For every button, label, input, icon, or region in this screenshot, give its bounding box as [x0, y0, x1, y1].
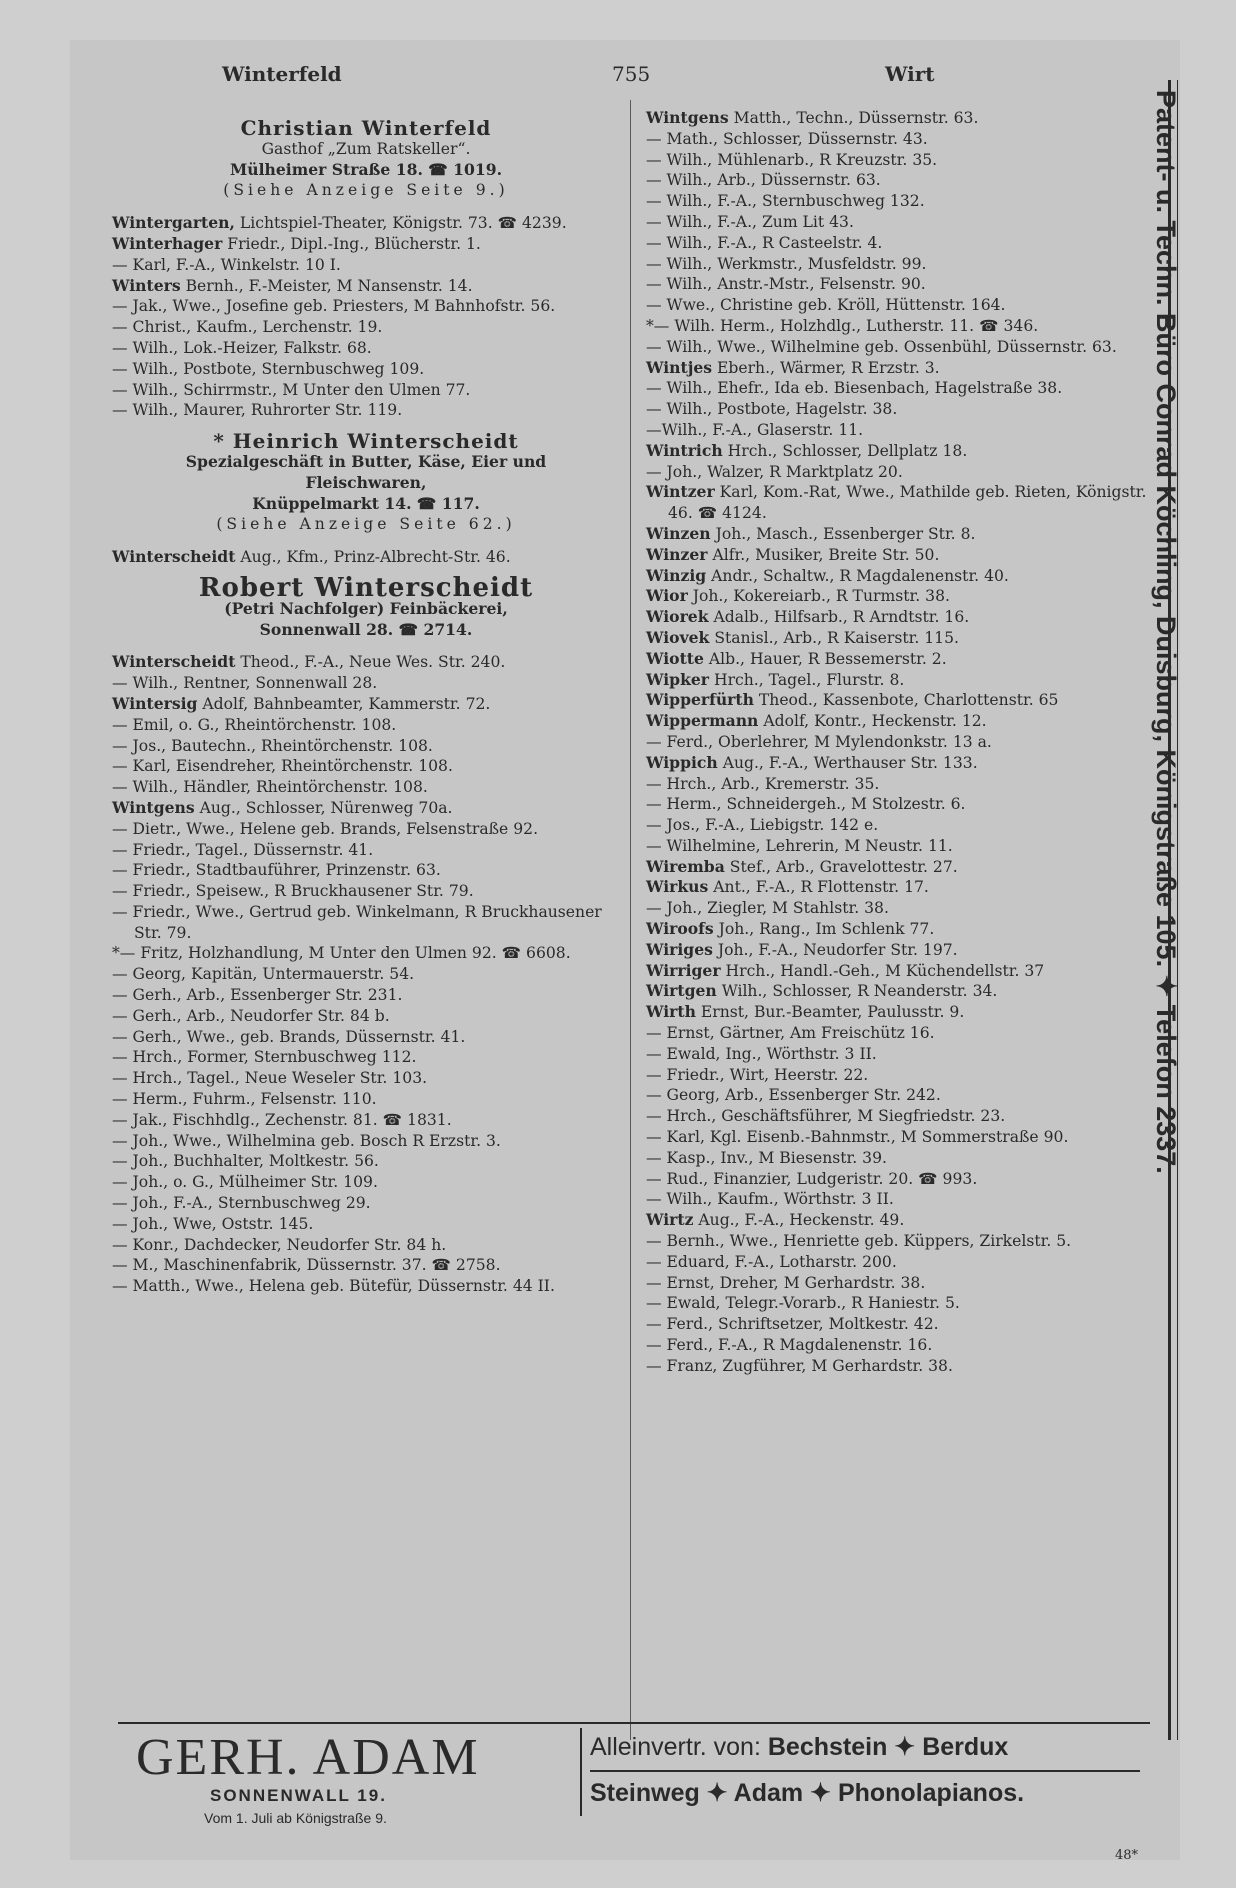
entry-text: Hrch., Schlosser, Dellplatz 18. — [722, 441, 968, 460]
entry-text: — Hrch., Former, Sternbuschweg 112. — [112, 1048, 417, 1067]
footer-brands-line-2: Steinweg ✦ Adam ✦ Phonolapianos. — [590, 1779, 1025, 1807]
entry-surname: Wirth — [646, 1002, 696, 1022]
entry-text: — Matth., Wwe., Helena geb. Bütefür, Düssernstr. 44 II. — [112, 1277, 555, 1296]
entry-text: —Wilh., F.-A., Glaserstr. 11. — [646, 420, 864, 439]
directory-entry — [646, 753, 1166, 774]
entry-surname: Winterhager — [112, 233, 223, 253]
header-left: Winterfeld — [222, 62, 342, 86]
directory-entry — [646, 1189, 1166, 1210]
entry-text: Stef., Arb., Gravelottestr. 27. — [724, 857, 958, 876]
entry-text: — Wilh., Lok.-Heizer, Falkstr. 68. — [112, 338, 372, 357]
ad-line: Sonnenwall 28. ☎ 2714. — [259, 619, 473, 639]
entry-list — [112, 547, 620, 568]
directory-entry — [646, 337, 1166, 358]
entry-surname: Wipperfürth — [646, 690, 754, 710]
entry-text: Stanisl., Arb., R Kaiserstr. 115. — [709, 628, 959, 647]
entry-text: — Wilhelmine, Lehrerin, M Neustr. 11. — [646, 836, 953, 855]
entry-text: — Georg, Kapitän, Untermauerstr. 54. — [112, 965, 415, 984]
entry-text: — Ewald, Ing., Wörthstr. 3 II. — [646, 1044, 877, 1063]
directory-entry — [112, 1110, 620, 1131]
entry-surname: Wirtgen — [646, 981, 717, 1001]
directory-entry — [646, 108, 1166, 129]
entry-surname: Wipker — [646, 669, 710, 689]
directory-entry — [112, 860, 620, 881]
directory-entry — [112, 547, 620, 568]
directory-entry — [646, 295, 1166, 316]
directory-entry — [646, 358, 1166, 379]
ad-title: * Heinrich Winterscheidt — [213, 429, 519, 454]
directory-entry — [112, 673, 620, 694]
directory-entry — [646, 191, 1166, 212]
directory-entry — [646, 586, 1166, 607]
directory-entry — [646, 545, 1166, 566]
entry-text: — M., Maschinenfabrik, Düssernstr. 37. ☎ 2758. — [112, 1256, 501, 1275]
directory-entry — [646, 836, 1166, 857]
entry-surname: Wintjes — [646, 357, 713, 377]
directory-entry — [646, 1335, 1166, 1356]
directory-entry — [112, 317, 620, 338]
entry-text: — Wilh., Kaufm., Wörthstr. 3 II. — [646, 1190, 894, 1209]
entry-text: — Friedr., Stadtbauführer, Prinzenstr. 63. — [112, 861, 441, 880]
directory-entry — [112, 1068, 620, 1089]
directory-entry — [112, 255, 620, 276]
entry-text: — Wilh., Arb., Düssernstr. 63. — [646, 171, 881, 190]
ad-line: (Siehe Anzeige Seite 62.) — [216, 515, 516, 534]
entry-surname: Wiroofs — [646, 919, 714, 939]
page-number: 755 — [612, 62, 651, 86]
entry-text: — Gerh., Wwe., geb. Brands, Düssernstr. 41. — [112, 1027, 466, 1046]
directory-entry — [112, 1276, 620, 1297]
entry-text: — Gerh., Arb., Essenberger Str. 231. — [112, 986, 403, 1005]
directory-entry — [646, 524, 1166, 545]
footer-brands-prefix: Alleinvertr. von: — [590, 1733, 761, 1761]
entry-text: Matth., Techn., Düssernstr. 63. — [728, 109, 979, 127]
entry-text: — Ferd., Schriftsetzer, Moltkestr. 42. — [646, 1315, 939, 1334]
footer-divider — [580, 1728, 582, 1816]
ad-line: Mülheimer Straße 18. ☎ 1019. — [230, 159, 502, 179]
entry-text: — Hrch., Geschäftsführer, M Siegfriedstr. 23. — [646, 1107, 1006, 1126]
entry-text: — Friedr., Wwe., Gertrud geb. Winkelmann, R Bruckhausener Str. 79. — [112, 902, 602, 942]
directory-entry — [646, 1002, 1166, 1023]
entry-text: — Franz, Zugführer, M Gerhardstr. 38. — [646, 1356, 953, 1375]
entry-text: Hrch., Tagel., Flurstr. 8. — [709, 670, 905, 689]
entry-surname: Wintrich — [646, 440, 723, 460]
directory-entry — [112, 902, 620, 944]
left-column — [112, 108, 620, 1297]
directory-entry — [112, 213, 620, 234]
directory-entry — [646, 566, 1166, 587]
entry-text: — Georg, Arb., Essenberger Str. 242. — [646, 1086, 941, 1105]
entry-text: — Wilh., F.-A., Zum Lit 43. — [646, 212, 854, 231]
directory-entry — [646, 628, 1166, 649]
directory-entry — [112, 756, 620, 777]
entry-surname: Wintersig — [112, 693, 198, 713]
entry-surname: Wiorek — [646, 607, 709, 627]
entry-text: — Joh., F.-A., Sternbuschweg 29. — [112, 1194, 371, 1213]
entry-text: Karl, Kom.-Rat, Wwe., Mathilde geb. Rieten, Königstr. 46. ☎ 4124. — [668, 483, 1147, 523]
entry-surname: Wirkus — [646, 877, 709, 897]
side-ad-text: Patent- u. Techn. Büro Conrad Köchling, Duisburg, Königstraße 105. ✦ Telefon 2337. — [1151, 90, 1181, 1174]
directory-entry — [112, 1006, 620, 1027]
ad-heinrich-winterscheidt — [112, 431, 620, 535]
entry-text: — Wilh., Postbote, Hagelstr. 38. — [646, 400, 898, 419]
directory-entry — [646, 1231, 1166, 1252]
directory-entry — [112, 400, 620, 421]
entry-text: — Wilh., Anstr.-Mstr., Felsenstr. 90. — [646, 275, 926, 294]
entry-text: — Ferd., Oberlehrer, M Mylendonkstr. 13 a. — [646, 732, 992, 751]
entry-surname: Winterscheidt — [112, 652, 236, 672]
entry-text: — Herm., Schneidergeh., M Stolzestr. 6. — [646, 795, 966, 814]
ad-title: Robert Winterscheidt — [198, 572, 534, 603]
entry-text: — Wilh., Postbote, Sternbuschweg 109. — [112, 359, 425, 378]
entry-text: Wilh., Schlosser, R Neanderstr. 34. — [716, 982, 998, 1001]
entry-text: — Eduard, F.-A., Lotharstr. 200. — [646, 1252, 897, 1271]
directory-entry — [646, 1065, 1166, 1086]
entry-surname: Wirriger — [646, 960, 721, 980]
entry-surname: Wiriges — [646, 939, 713, 959]
footer-ad — [118, 1722, 1150, 1824]
directory-entry — [112, 881, 620, 902]
entry-text: Aug., F.-A., Werthauser Str. 133. — [717, 753, 978, 772]
directory-entry — [646, 607, 1166, 628]
directory-entry — [646, 1252, 1166, 1273]
entry-surname: Winterscheidt — [112, 547, 236, 567]
directory-entry — [112, 1027, 620, 1048]
entry-list — [112, 652, 620, 1297]
ad-line: Gasthof „Zum Ratskeller“. — [261, 139, 471, 158]
directory-entry — [646, 1293, 1166, 1314]
entry-surname: Winzig — [646, 565, 707, 585]
entry-surname: Wiotte — [646, 648, 704, 668]
entry-surname: Wintgens — [112, 797, 195, 817]
entry-text: — Ernst, Gärtner, Am Freischütz 16. — [646, 1024, 935, 1043]
entry-text: — Karl, F.-A., Winkelstr. 10 I. — [112, 255, 341, 274]
entry-text: — Joh., Wwe., Wilhelmina geb. Bosch R Erzstr. 3. — [112, 1131, 501, 1150]
entry-text: Lichtspiel-Theater, Königstr. 73. ☎ 4239. — [234, 214, 567, 233]
directory-entry — [646, 732, 1166, 753]
entry-text: — Bernh., Wwe., Henriette geb. Küppers, Zirkelstr. 5. — [646, 1232, 1072, 1251]
entry-surname: Wippermann — [646, 711, 759, 731]
entry-text: — Christ., Kaufm., Lerchenstr. 19. — [112, 318, 383, 337]
directory-entry — [646, 670, 1166, 691]
footer-brands: Bechstein ✦ Berdux — [767, 1733, 1009, 1761]
entry-text: Bernh., F.-Meister, M Nansenstr. 14. — [180, 276, 473, 295]
directory-entry — [112, 798, 620, 819]
entry-text: — Wilh., Schirrmstr., M Unter den Ulmen 77. — [112, 380, 471, 399]
entry-text: — Hrch., Tagel., Neue Weseler Str. 103. — [112, 1069, 428, 1088]
directory-entry — [112, 840, 620, 861]
entry-text: — Friedr., Tagel., Düssernstr. 41. — [112, 840, 374, 859]
directory-entry — [646, 274, 1166, 295]
directory-entry — [646, 1273, 1166, 1294]
directory-entry — [646, 129, 1166, 150]
entry-text: — Friedr., Speisew., R Bruckhausener Str. 79. — [112, 882, 474, 901]
entry-text: — Jak., Fischhdlg., Zechenstr. 81. ☎ 1831. — [112, 1110, 452, 1129]
directory-entry — [646, 1127, 1166, 1148]
directory-entry — [646, 1148, 1166, 1169]
footer-company-name: GERH. ADAM — [136, 1729, 480, 1786]
directory-entry — [646, 690, 1166, 711]
directory-entry — [646, 774, 1166, 795]
entry-text: Eberh., Wärmer, R Erzstr. 3. — [712, 358, 940, 377]
entry-text: Aug., Schlosser, Nürenweg 70a. — [194, 798, 453, 817]
directory-entry — [646, 1210, 1166, 1231]
directory-entry — [646, 898, 1166, 919]
directory-entry — [646, 482, 1166, 524]
entry-surname: Wintergarten, — [112, 213, 235, 233]
directory-entry — [112, 819, 620, 840]
entry-text: Joh., Kokereiarb., R Turmstr. 38. — [687, 587, 950, 606]
footer-brands-line — [590, 1732, 1008, 1762]
directory-entry — [112, 380, 620, 401]
directory-entry — [112, 1235, 620, 1256]
directory-entry — [646, 815, 1166, 836]
directory-entry — [646, 857, 1166, 878]
entry-text: — Rud., Finanzier, Ludgeristr. 20. ☎ 993. — [646, 1169, 978, 1188]
column-divider — [630, 100, 631, 1740]
directory-entry — [646, 254, 1166, 275]
ad-line: Spezialgeschäft in Butter, Käse, Eier und — [185, 451, 547, 471]
entry-text: — Karl, Kgl. Eisenb.-Bahnmstr., M Sommerstraße 90. — [646, 1128, 1069, 1147]
entry-text: — Emil, o. G., Rheintörchenstr. 108. — [112, 715, 397, 734]
directory-entry — [112, 1047, 620, 1068]
directory-entry — [112, 1131, 620, 1152]
directory-entry — [112, 694, 620, 715]
entry-text: — Wilh., F.-A., R Casteelstr. 4. — [646, 233, 883, 252]
directory-entry — [112, 736, 620, 757]
ad-line: (Petri Nachfolger) Feinbäckerei, — [224, 598, 508, 618]
footer-note: Vom 1. Juli ab Königstraße 9. — [204, 1810, 387, 1826]
directory-entry — [112, 276, 620, 297]
entry-text: — Jak., Wwe., Josefine geb. Priesters, M Bahnhofstr. 56. — [112, 297, 556, 316]
entry-list — [112, 213, 620, 421]
entry-text: Joh., F.-A., Neudorfer Str. 197. — [712, 940, 958, 959]
directory-entry — [112, 964, 620, 985]
directory-entry — [112, 338, 620, 359]
directory-entry — [112, 652, 620, 673]
entry-text: — Joh., o. G., Mülheimer Str. 109. — [112, 1173, 378, 1192]
entry-text: — Joh., Buchhalter, Moltkestr. 56. — [112, 1152, 379, 1171]
entry-text: Joh., Rang., Im Schlenk 77. — [713, 920, 935, 939]
ad-robert-winterscheidt — [112, 572, 620, 640]
entry-text: Aug., Kfm., Prinz-Albrecht-Str. 46. — [235, 548, 511, 567]
entry-surname: Wintgens — [646, 108, 729, 127]
entry-text: Alb., Hauer, R Bessemerstr. 2. — [703, 649, 947, 668]
entry-text: — Karl, Eisendreher, Rheintörchenstr. 108. — [112, 757, 453, 776]
directory-entry — [646, 420, 1166, 441]
directory-entry — [646, 961, 1166, 982]
signature-mark: 48* — [1115, 1848, 1139, 1863]
entry-text: — Gerh., Arb., Neudorfer Str. 84 b. — [112, 1006, 390, 1025]
directory-entry — [112, 359, 620, 380]
directory-entry — [646, 316, 1166, 337]
entry-surname: Winzen — [646, 523, 711, 543]
directory-entry — [646, 711, 1166, 732]
directory-entry — [646, 649, 1166, 670]
footer-address: SONNENWALL 19. — [210, 1786, 387, 1805]
entry-text: Theod., Kassenbote, Charlottenstr. 65 — [753, 691, 1059, 710]
entry-text: — Jos., F.-A., Liebigstr. 142 e. — [646, 816, 879, 835]
directory-entry — [646, 150, 1166, 171]
ad-christian-winterfeld — [112, 118, 620, 201]
entry-text: — Hrch., Arb., Kremerstr. 35. — [646, 774, 880, 793]
directory-entry — [646, 399, 1166, 420]
entry-text: — Ernst, Dreher, M Gerhardstr. 38. — [646, 1273, 926, 1292]
entry-text: — Wilh., Werkmstr., Musfeldstr. 99. — [646, 254, 927, 273]
entry-text: *— Wilh. Herm., Holzhdlg., Lutherstr. 11. ☎ 346. — [646, 316, 1039, 335]
entry-text: — Ferd., F.-A., R Magdalenenstr. 16. — [646, 1336, 933, 1355]
entry-text: *— Fritz, Holzhandlung, M Unter den Ulmen 92. ☎ 6608. — [112, 944, 571, 963]
directory-entry — [646, 1023, 1166, 1044]
directory-entry — [646, 441, 1166, 462]
entry-list — [646, 108, 1166, 1377]
entry-text: — Friedr., Wirt, Heerstr. 22. — [646, 1065, 869, 1084]
directory-entry — [646, 940, 1166, 961]
entry-text: — Herm., Fuhrm., Felsenstr. 110. — [112, 1090, 377, 1109]
footer-rule — [590, 1770, 1140, 1772]
entry-text: — Joh., Ziegler, M Stahlstr. 38. — [646, 899, 889, 918]
directory-entry — [112, 943, 620, 964]
directory-entry — [112, 985, 620, 1006]
entry-surname: Wirtz — [646, 1210, 694, 1230]
directory-entry — [112, 1255, 620, 1276]
entry-text: Alfr., Musiker, Breite Str. 50. — [707, 545, 940, 564]
entry-text: — Ewald, Telegr.-Vorarb., R Haniestr. 5. — [646, 1294, 960, 1313]
entry-text: — Joh., Walzer, R Marktplatz 20. — [646, 462, 903, 481]
entry-text: — Wilh., Mühlenarb., R Kreuzstr. 35. — [646, 150, 938, 169]
directory-entry — [646, 877, 1166, 898]
directory-entry — [112, 1089, 620, 1110]
directory-entry — [646, 794, 1166, 815]
directory-entry — [646, 1085, 1166, 1106]
directory-entry — [112, 1214, 620, 1235]
entry-surname: Wior — [646, 586, 688, 606]
directory-entry — [646, 1356, 1166, 1377]
entry-text: Ant., F.-A., R Flottenstr. 17. — [708, 878, 929, 897]
entry-text: — Wilh., Maurer, Ruhrorter Str. 119. — [112, 401, 403, 420]
entry-text: Theod., F.-A., Neue Wes. Str. 240. — [235, 653, 506, 672]
entry-surname: Winters — [112, 275, 181, 295]
ad-line: Fleischwaren, — [305, 472, 427, 492]
entry-surname: Wiovek — [646, 627, 710, 647]
entry-text: — Konr., Dachdecker, Neudorfer Str. 84 h. — [112, 1235, 447, 1254]
directory-entry — [646, 1106, 1166, 1127]
entry-text: Hrch., Handl.-Geh., M Küchendellstr. 37 — [720, 961, 1045, 980]
directory-entry — [646, 919, 1166, 940]
directory-entry — [112, 715, 620, 736]
entry-text: Adolf, Bahnbeamter, Kammerstr. 72. — [197, 694, 491, 713]
entry-text: — Dietr., Wwe., Helene geb. Brands, Felsenstraße 92. — [112, 819, 539, 838]
entry-surname: Winzer — [646, 544, 708, 564]
ad-title: Christian Winterfeld — [240, 116, 492, 140]
entry-text: — Jos., Bautechn., Rheintörchenstr. 108. — [112, 736, 433, 755]
entry-surname: Wintzer — [646, 482, 715, 502]
directory-entry — [646, 212, 1166, 233]
directory-entry — [646, 233, 1166, 254]
entry-text: — Wilh., Rentner, Sonnenwall 28. — [112, 674, 378, 693]
directory-entry — [646, 462, 1166, 483]
header-right: Wirt — [885, 62, 935, 86]
right-column — [646, 108, 1166, 1377]
entry-text: — Kasp., Inv., M Biesenstr. 39. — [646, 1148, 887, 1167]
entry-text: Friedr., Dipl.-Ing., Blücherstr. 1. — [222, 234, 481, 253]
directory-entry — [112, 1151, 620, 1172]
directory-entry — [646, 1314, 1166, 1335]
entry-surname: Wippich — [646, 752, 718, 772]
directory-entry — [112, 296, 620, 317]
entry-text: Ernst, Bur.-Beamter, Paulusstr. 9. — [695, 1003, 965, 1022]
entry-text: Aug., F.-A., Heckenstr. 49. — [693, 1211, 905, 1230]
directory-entry — [112, 1193, 620, 1214]
directory-entry — [646, 981, 1166, 1002]
entry-text: — Wilh., Wwe., Wilhelmine geb. Ossenbühl, Düssernstr. 63. — [646, 337, 1117, 356]
directory-entry — [112, 1172, 620, 1193]
entry-text: — Joh., Wwe, Oststr. 145. — [112, 1214, 314, 1233]
directory-entry — [646, 378, 1166, 399]
ad-line: (Siehe Anzeige Seite 9.) — [223, 181, 509, 200]
entry-text: — Wilh., Händler, Rheintörchenstr. 108. — [112, 778, 428, 797]
directory-entry — [112, 234, 620, 255]
directory-entry — [646, 1044, 1166, 1065]
ad-line: Knüppelmarkt 14. ☎ 117. — [252, 493, 480, 513]
entry-text: — Wwe., Christine geb. Kröll, Hüttenstr. 164. — [646, 296, 1006, 315]
entry-text: Adalb., Hilfsarb., R Arndtstr. 16. — [708, 608, 970, 627]
directory-entry — [112, 777, 620, 798]
entry-text: — Wilh., F.-A., Sternbuschweg 132. — [646, 192, 925, 211]
entry-text: Joh., Masch., Essenberger Str. 8. — [710, 524, 976, 543]
entry-text: Andr., Schaltw., R Magdalenenstr. 40. — [706, 566, 1009, 585]
entry-text: — Wilh., Ehefr., Ida eb. Biesenbach, Hagelstraße 38. — [646, 379, 1063, 398]
entry-surname: Wiremba — [646, 856, 725, 876]
directory-entry — [646, 170, 1166, 191]
entry-text: — Math., Schlosser, Düssernstr. 43. — [646, 129, 928, 148]
entry-text: Adolf, Kontr., Heckenstr. 12. — [758, 712, 987, 731]
directory-entry — [646, 1169, 1166, 1190]
